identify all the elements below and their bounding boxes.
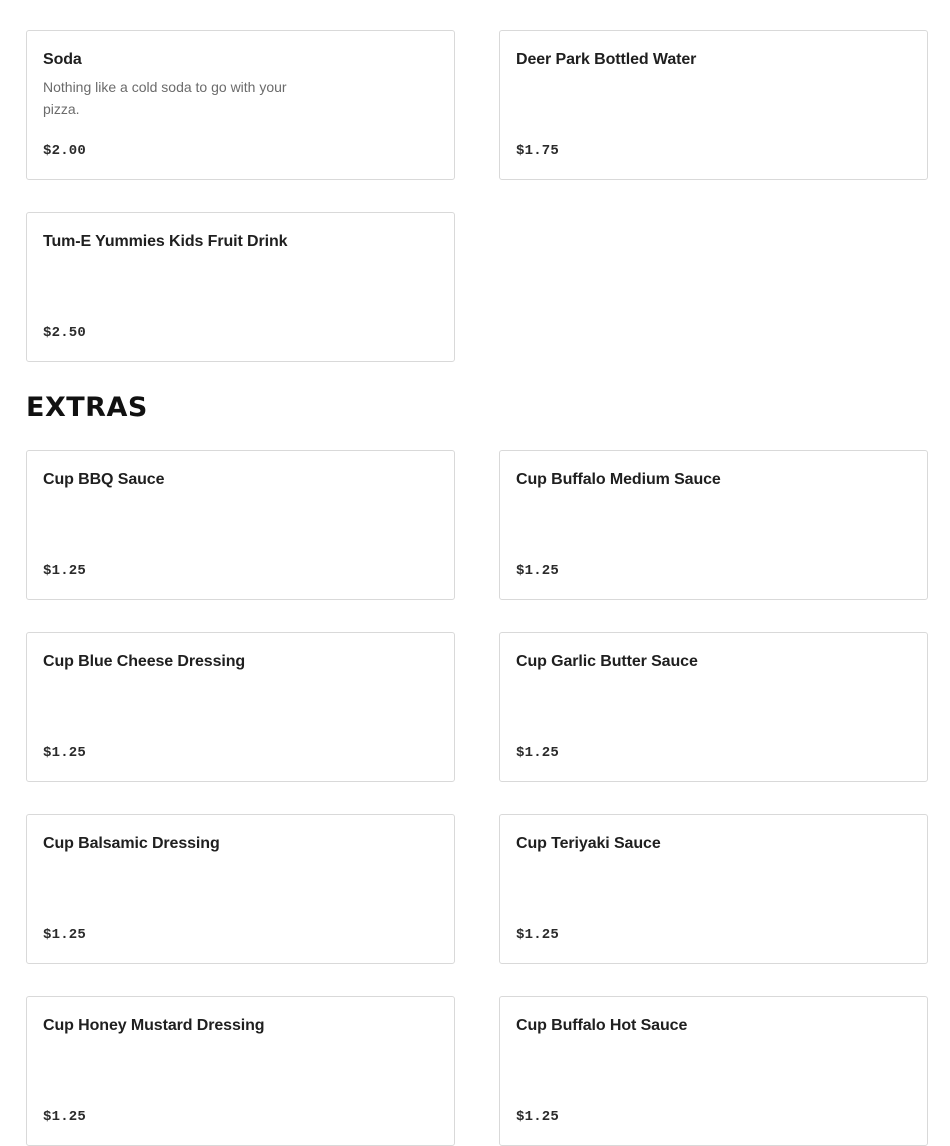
item-name: Cup Blue Cheese Dressing bbox=[43, 653, 246, 670]
item-name: Tum-E Yummies Kids Fruit Drink bbox=[43, 233, 288, 250]
menu-item-card-buffalo-medium-sauce[interactable] bbox=[499, 450, 928, 600]
menu-item-card-buffalo-hot-sauce[interactable] bbox=[499, 996, 928, 1146]
drinks-grid bbox=[26, 30, 928, 362]
item-name: Deer Park Bottled Water bbox=[516, 51, 697, 68]
item-name: Cup Teriyaki Sauce bbox=[516, 835, 661, 852]
menu-item-card-soda[interactable] bbox=[26, 30, 455, 180]
item-price: $2.00 bbox=[43, 143, 87, 159]
menu-item-card-blue-cheese-dressing[interactable] bbox=[26, 632, 455, 782]
item-name: Cup Buffalo Hot Sauce bbox=[516, 1017, 688, 1034]
item-price: $1.75 bbox=[516, 143, 560, 159]
extras-grid bbox=[26, 450, 928, 1146]
menu-item-card-kids-fruit-drink[interactable] bbox=[26, 212, 455, 362]
item-price: $1.25 bbox=[43, 563, 87, 579]
item-name: Cup Honey Mustard Dressing bbox=[43, 1017, 265, 1034]
menu-item-card-garlic-butter-sauce[interactable] bbox=[499, 632, 928, 782]
menu-item-card-teriyaki-sauce[interactable] bbox=[499, 814, 928, 964]
section-title-extras: EXTRAS bbox=[26, 392, 148, 423]
item-price: $1.25 bbox=[43, 1109, 87, 1125]
item-name: Cup Garlic Butter Sauce bbox=[516, 653, 698, 670]
item-name: Cup BBQ Sauce bbox=[43, 471, 165, 488]
item-price: $1.25 bbox=[516, 563, 560, 579]
menu-item-card-honey-mustard-dressing[interactable] bbox=[26, 996, 455, 1146]
menu-item-card-bbq-sauce[interactable] bbox=[26, 450, 455, 600]
item-name: Soda bbox=[43, 51, 82, 68]
menu-item-card-balsamic-dressing[interactable] bbox=[26, 814, 455, 964]
item-price: $1.25 bbox=[516, 927, 560, 943]
item-description: Nothing like a cold soda to go with your pizza. bbox=[43, 79, 287, 117]
item-price: $1.25 bbox=[43, 745, 87, 761]
menu-item-card-bottled-water[interactable] bbox=[499, 30, 928, 180]
item-price: $1.25 bbox=[516, 745, 560, 761]
item-price: $1.25 bbox=[516, 1109, 560, 1125]
item-price: $2.50 bbox=[43, 325, 87, 341]
item-name: Cup Buffalo Medium Sauce bbox=[516, 471, 721, 488]
item-name: Cup Balsamic Dressing bbox=[43, 835, 220, 852]
item-price: $1.25 bbox=[43, 927, 87, 943]
